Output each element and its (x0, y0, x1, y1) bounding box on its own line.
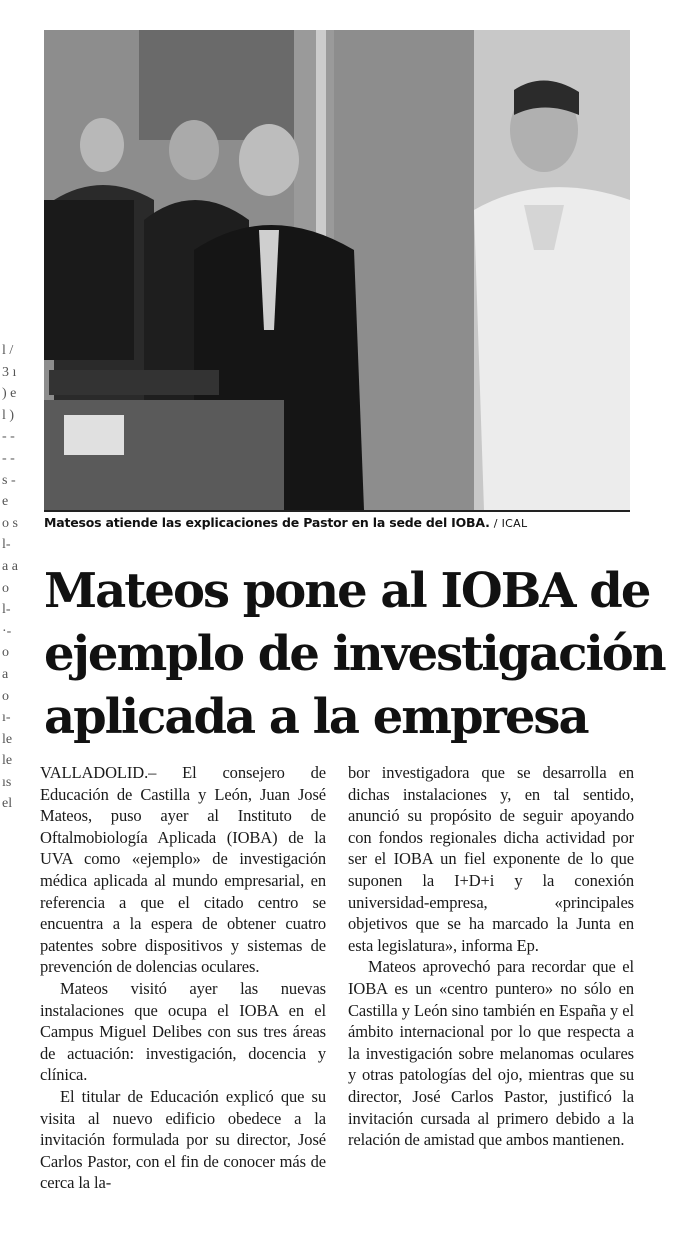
headline-line-3: aplicada a la empresa (44, 689, 588, 745)
article-column-2 (348, 762, 634, 1151)
paragraph-4: bor investigadora que se desarrolla en dichas instalaciones y, en tal sentido, anunció su propósito de seguir apoyando con fondos regionales dicha actividad por ser el IOBA un fiel exponente de lo que suponen la I+D+i y la conexión universidad-empresa, «principales objetivos que se ha marcado la Junta en esta legislatura», informa Ep. (348, 763, 634, 955)
photo-icon (44, 30, 630, 510)
headline-line-2: ejemplo de investigación (44, 626, 665, 682)
article-column-1 (40, 762, 326, 1194)
margin-text-fragments: l / 3 ı ) e l ) - - - - s - e o s l- a a o l- ·- o a o ı- le le ıs el (2, 343, 18, 812)
paragraph-2: Mateos visitó ayer las nuevas instalaciones que ocupa el IOBA en el Campus Miguel Delibes con sus tres áreas de actuación: investigación, docencia y clínica. (40, 978, 326, 1085)
paragraph-3: El titular de Educación explicó que su visita al nuevo edificio obedece a la invitación formulada por su director, José Carlos Pastor, con el fin de conocer más de cerca la la- (40, 1086, 326, 1193)
caption-text: Matesos atiende las explicaciones de Pastor en la sede del IOBA. (44, 515, 490, 530)
photo-credit: / ICAL (493, 517, 528, 530)
headline (44, 560, 664, 749)
paragraph-5: Mateos aprovechó para recordar que el IOBA es un «centro puntero» no sólo en Castilla y León sino también en España y el ámbito internacional por lo que respecta a la investigación sobre melanomas oculares y otras patologías del ojo, mientras que su director, José Carlos Pastor, justificó la invitación cursada al primero debido a la relación de amistad que ambos mantienen. (348, 957, 634, 1150)
photo-caption (44, 515, 644, 530)
news-photo (44, 30, 630, 512)
paragraph-1: VALLADOLID.– El consejero de Educación de Castilla y León, Juan José Mateos, puso ayer al Instituto de Oftalmobiología Aplicada (IOBA) de la UVA como «ejemplo» de investigación médica aplicada al mundo empresarial, en referencia a que el citado centro se encuentra a la espera de obtener cuatro patentes sobre dispositivos y sistemas de prevención de dolencias oculares. (40, 763, 326, 977)
headline-line-1: Mateos pone al IOBA de (44, 563, 650, 619)
